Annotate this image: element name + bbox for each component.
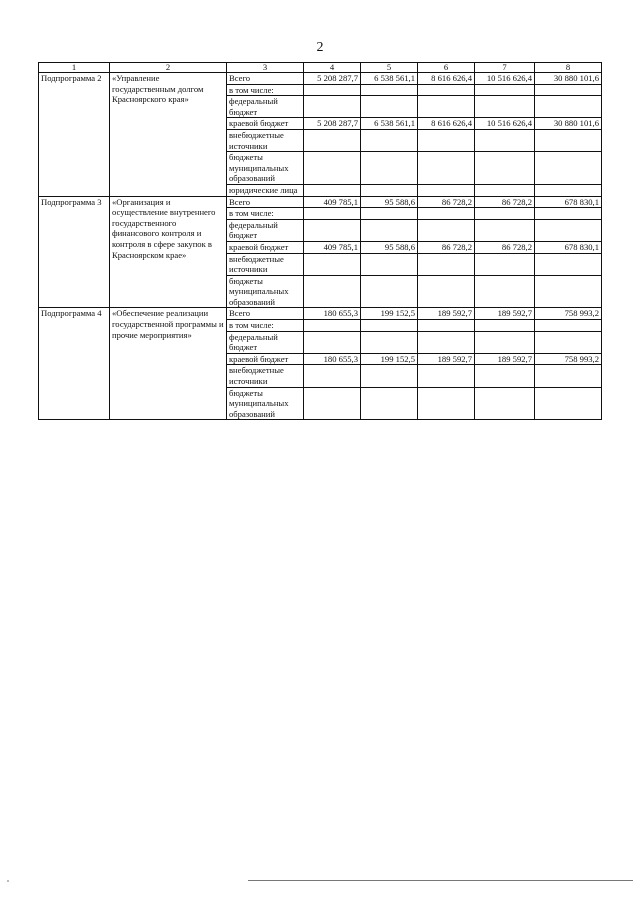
amount-cell <box>535 253 602 275</box>
amount-cell: 86 728,2 <box>418 196 475 208</box>
amount-cell <box>475 320 535 332</box>
scan-speck <box>7 880 9 882</box>
amount-cell <box>361 84 418 96</box>
amount-cell <box>475 219 535 241</box>
column-header: 4 <box>304 63 361 73</box>
amount-cell <box>418 129 475 151</box>
amount-cell <box>535 84 602 96</box>
amount-cell <box>304 331 361 353</box>
amount-cell: 189 592,7 <box>418 308 475 320</box>
funding-source-cell: бюджеты муниципальных образований <box>227 152 304 185</box>
amount-cell <box>361 208 418 220</box>
table-body <box>39 73 602 420</box>
subprogram-name-cell: «Обеспечение реализации государственной программы и прочие мероприятия» <box>110 308 227 420</box>
column-header: 1 <box>39 63 110 73</box>
funding-source-cell: в том числе: <box>227 208 304 220</box>
funding-source-cell: Всего <box>227 196 304 208</box>
funding-source-cell: бюджеты муниципальных образований <box>227 275 304 308</box>
amount-cell: 95 588,6 <box>361 241 418 253</box>
amount-cell <box>475 152 535 185</box>
amount-cell <box>535 129 602 151</box>
amount-cell <box>418 365 475 387</box>
amount-cell <box>535 331 602 353</box>
amount-cell <box>361 387 418 420</box>
amount-cell <box>535 96 602 118</box>
amount-cell: 30 880 101,6 <box>535 73 602 85</box>
amount-cell <box>535 320 602 332</box>
amount-cell <box>475 96 535 118</box>
amount-cell <box>475 129 535 151</box>
amount-cell: 86 728,2 <box>475 196 535 208</box>
subprogram-cell: Подпрограмма 4 <box>39 308 110 420</box>
funding-source-cell: внебюджетные источники <box>227 129 304 151</box>
amount-cell <box>361 275 418 308</box>
amount-cell <box>475 387 535 420</box>
budget-table <box>38 62 602 420</box>
amount-cell <box>475 84 535 96</box>
amount-cell <box>535 387 602 420</box>
funding-source-cell: краевой бюджет <box>227 118 304 130</box>
amount-cell <box>475 253 535 275</box>
column-header: 5 <box>361 63 418 73</box>
amount-cell <box>418 387 475 420</box>
amount-cell <box>475 208 535 220</box>
funding-source-cell: бюджеты муниципальных образований <box>227 387 304 420</box>
amount-cell <box>535 275 602 308</box>
amount-cell: 409 785,1 <box>304 241 361 253</box>
amount-cell <box>535 184 602 196</box>
amount-cell <box>418 184 475 196</box>
funding-source-cell: в том числе: <box>227 320 304 332</box>
subprogram-name-cell: «Организация и осуществление внутреннего государственного финансового контроля и контроля в сфере закупок в Красноярском крае» <box>110 196 227 308</box>
amount-cell: 30 880 101,6 <box>535 118 602 130</box>
amount-cell <box>475 275 535 308</box>
amount-cell <box>304 253 361 275</box>
amount-cell <box>361 184 418 196</box>
amount-cell: 5 208 287,7 <box>304 73 361 85</box>
funding-source-cell: внебюджетные источники <box>227 365 304 387</box>
amount-cell: 199 152,5 <box>361 353 418 365</box>
page-number: 2 <box>316 40 324 55</box>
amount-cell <box>418 275 475 308</box>
amount-cell <box>535 152 602 185</box>
amount-cell: 6 538 561,1 <box>361 73 418 85</box>
amount-cell <box>535 219 602 241</box>
amount-cell: 758 993,2 <box>535 353 602 365</box>
amount-cell: 8 616 626,4 <box>418 118 475 130</box>
amount-cell: 10 516 626,4 <box>475 118 535 130</box>
amount-cell <box>304 365 361 387</box>
funding-source-cell: краевой бюджет <box>227 353 304 365</box>
funding-source-cell: в том числе: <box>227 84 304 96</box>
amount-cell <box>304 320 361 332</box>
header-row <box>39 63 602 73</box>
funding-source-cell: федеральный бюджет <box>227 219 304 241</box>
funding-source-cell: Всего <box>227 73 304 85</box>
table-row <box>39 196 602 208</box>
amount-cell <box>304 387 361 420</box>
amount-cell <box>475 331 535 353</box>
amount-cell: 8 616 626,4 <box>418 73 475 85</box>
column-header: 2 <box>110 63 227 73</box>
amount-cell <box>418 253 475 275</box>
amount-cell: 409 785,1 <box>304 196 361 208</box>
subprogram-cell: Подпрограмма 2 <box>39 73 110 197</box>
amount-cell <box>304 129 361 151</box>
amount-cell <box>361 320 418 332</box>
amount-cell <box>418 208 475 220</box>
column-header: 8 <box>535 63 602 73</box>
column-header: 3 <box>227 63 304 73</box>
amount-cell: 758 993,2 <box>535 308 602 320</box>
amount-cell <box>304 184 361 196</box>
column-header: 7 <box>475 63 535 73</box>
amount-cell <box>361 129 418 151</box>
amount-cell: 180 655,3 <box>304 308 361 320</box>
amount-cell <box>418 320 475 332</box>
amount-cell: 189 592,7 <box>475 353 535 365</box>
subprogram-name-cell: «Управление государственным долгом Красноярского края» <box>110 73 227 197</box>
amount-cell <box>418 331 475 353</box>
amount-cell: 180 655,3 <box>304 353 361 365</box>
amount-cell <box>361 219 418 241</box>
amount-cell: 678 830,1 <box>535 196 602 208</box>
funding-source-cell: федеральный бюджет <box>227 331 304 353</box>
amount-cell: 678 830,1 <box>535 241 602 253</box>
amount-cell <box>535 365 602 387</box>
amount-cell <box>361 152 418 185</box>
amount-cell: 86 728,2 <box>418 241 475 253</box>
amount-cell <box>304 84 361 96</box>
amount-cell <box>418 96 475 118</box>
amount-cell <box>475 184 535 196</box>
table-row <box>39 73 602 85</box>
amount-cell <box>304 152 361 185</box>
funding-source-cell: федеральный бюджет <box>227 96 304 118</box>
amount-cell: 95 588,6 <box>361 196 418 208</box>
amount-cell <box>361 96 418 118</box>
amount-cell <box>361 331 418 353</box>
amount-cell <box>418 152 475 185</box>
amount-cell: 6 538 561,1 <box>361 118 418 130</box>
funding-source-cell: внебюджетные источники <box>227 253 304 275</box>
amount-cell: 189 592,7 <box>475 308 535 320</box>
table-row <box>39 308 602 320</box>
amount-cell <box>304 208 361 220</box>
funding-source-cell: краевой бюджет <box>227 241 304 253</box>
subprogram-cell: Подпрограмма 3 <box>39 196 110 308</box>
amount-cell: 86 728,2 <box>475 241 535 253</box>
amount-cell <box>361 365 418 387</box>
amount-cell <box>304 275 361 308</box>
amount-cell <box>418 219 475 241</box>
amount-cell <box>361 253 418 275</box>
amount-cell: 199 152,5 <box>361 308 418 320</box>
amount-cell <box>535 208 602 220</box>
amount-cell <box>304 219 361 241</box>
funding-source-cell: Всего <box>227 308 304 320</box>
amount-cell <box>304 96 361 118</box>
amount-cell <box>418 84 475 96</box>
amount-cell: 10 516 626,4 <box>475 73 535 85</box>
funding-source-cell: юридические лица <box>227 184 304 196</box>
amount-cell <box>475 365 535 387</box>
footer-rule <box>248 880 633 881</box>
column-header: 6 <box>418 63 475 73</box>
amount-cell: 5 208 287,7 <box>304 118 361 130</box>
amount-cell: 189 592,7 <box>418 353 475 365</box>
